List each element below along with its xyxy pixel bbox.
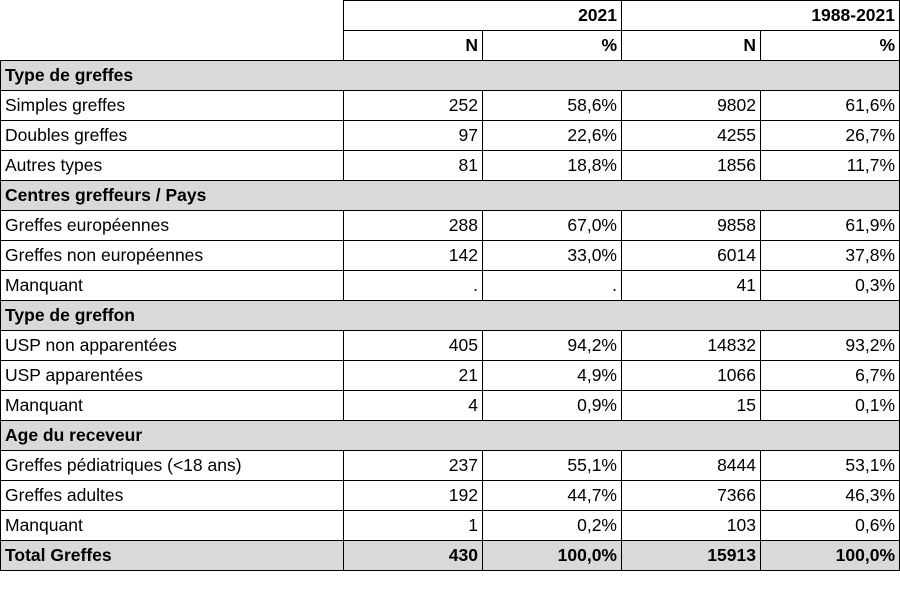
table-row [1,121,900,151]
cell-n-all: 7366 [622,481,761,511]
cell-n-all: 1066 [622,361,761,391]
cell-pct-2021: 94,2% [483,331,622,361]
section-title: Age du receveur [1,421,900,451]
cell-pct-2021: . [483,271,622,301]
row-label: USP non apparentées [1,331,344,361]
table-row [1,511,900,541]
header-row-period [1,1,900,31]
cell-n-2021: 1 [344,511,483,541]
cell-n-all: 8444 [622,451,761,481]
header-empty-cell [1,1,344,31]
cell-n-all: 14832 [622,331,761,361]
cell-n-all: 6014 [622,241,761,271]
row-label: Autres types [1,151,344,181]
table-row [1,451,900,481]
header-1988-2021: 1988-2021 [622,1,900,31]
cell-pct-2021: 58,6% [483,91,622,121]
cell-pct-2021: 33,0% [483,241,622,271]
row-label: Greffes adultes [1,481,344,511]
cell-pct-all: 0,6% [761,511,900,541]
cell-pct-all: 0,1% [761,391,900,421]
cell-n-2021: 252 [344,91,483,121]
table-row [1,211,900,241]
section-header-row [1,301,900,331]
row-label: Manquant [1,271,344,301]
cell-pct-2021: 22,6% [483,121,622,151]
total-n-all: 15913 [622,541,761,571]
cell-n-all: 41 [622,271,761,301]
section-title: Type de greffon [1,301,900,331]
row-label: Doubles greffes [1,121,344,151]
section-header-row [1,421,900,451]
cell-pct-all: 46,3% [761,481,900,511]
cell-pct-2021: 55,1% [483,451,622,481]
cell-pct-2021: 4,9% [483,361,622,391]
cell-pct-all: 37,8% [761,241,900,271]
cell-pct-all: 93,2% [761,331,900,361]
total-row [1,541,900,571]
cell-pct-2021: 0,9% [483,391,622,421]
cell-n-all: 9802 [622,91,761,121]
header-pct-all: % [761,31,900,61]
section-header-row [1,61,900,91]
table-row [1,151,900,181]
header-empty-cell [1,31,344,61]
cell-n-2021: 405 [344,331,483,361]
cell-pct-all: 0,3% [761,271,900,301]
cell-n-2021: 21 [344,361,483,391]
row-label: Simples greffes [1,91,344,121]
cell-n-all: 9858 [622,211,761,241]
row-label: Manquant [1,391,344,421]
cell-n-all: 4255 [622,121,761,151]
cell-pct-2021: 44,7% [483,481,622,511]
cell-n-2021: 288 [344,211,483,241]
cell-pct-2021: 0,2% [483,511,622,541]
total-pct-2021: 100,0% [483,541,622,571]
cell-pct-2021: 18,8% [483,151,622,181]
cell-n-all: 103 [622,511,761,541]
row-label: Greffes non européennes [1,241,344,271]
table-row [1,271,900,301]
section-title: Type de greffes [1,61,900,91]
cell-n-2021: 237 [344,451,483,481]
cell-pct-all: 6,7% [761,361,900,391]
cell-pct-all: 53,1% [761,451,900,481]
table-row [1,481,900,511]
cell-n-2021: 142 [344,241,483,271]
header-row-measure [1,31,900,61]
header-pct-2021: % [483,31,622,61]
section-title: Centres greffeurs / Pays [1,181,900,211]
row-label: Greffes européennes [1,211,344,241]
section-header-row [1,181,900,211]
header-2021: 2021 [344,1,622,31]
total-pct-all: 100,0% [761,541,900,571]
header-n-2021: N [344,31,483,61]
cell-n-2021: 192 [344,481,483,511]
cell-pct-2021: 67,0% [483,211,622,241]
header-n-all: N [622,31,761,61]
total-label: Total Greffes [1,541,344,571]
cell-n-all: 1856 [622,151,761,181]
table-row [1,391,900,421]
total-n-2021: 430 [344,541,483,571]
cell-pct-all: 11,7% [761,151,900,181]
row-label: Manquant [1,511,344,541]
table-row [1,241,900,271]
cell-n-2021: 4 [344,391,483,421]
cell-n-2021: 97 [344,121,483,151]
cell-pct-all: 61,9% [761,211,900,241]
table-row [1,361,900,391]
row-label: USP apparentées [1,361,344,391]
table-row [1,91,900,121]
row-label: Greffes pédiatriques (<18 ans) [1,451,344,481]
cell-n-2021: 81 [344,151,483,181]
cell-n-2021: . [344,271,483,301]
cell-pct-all: 26,7% [761,121,900,151]
table-row [1,331,900,361]
cell-n-all: 15 [622,391,761,421]
cell-pct-all: 61,6% [761,91,900,121]
